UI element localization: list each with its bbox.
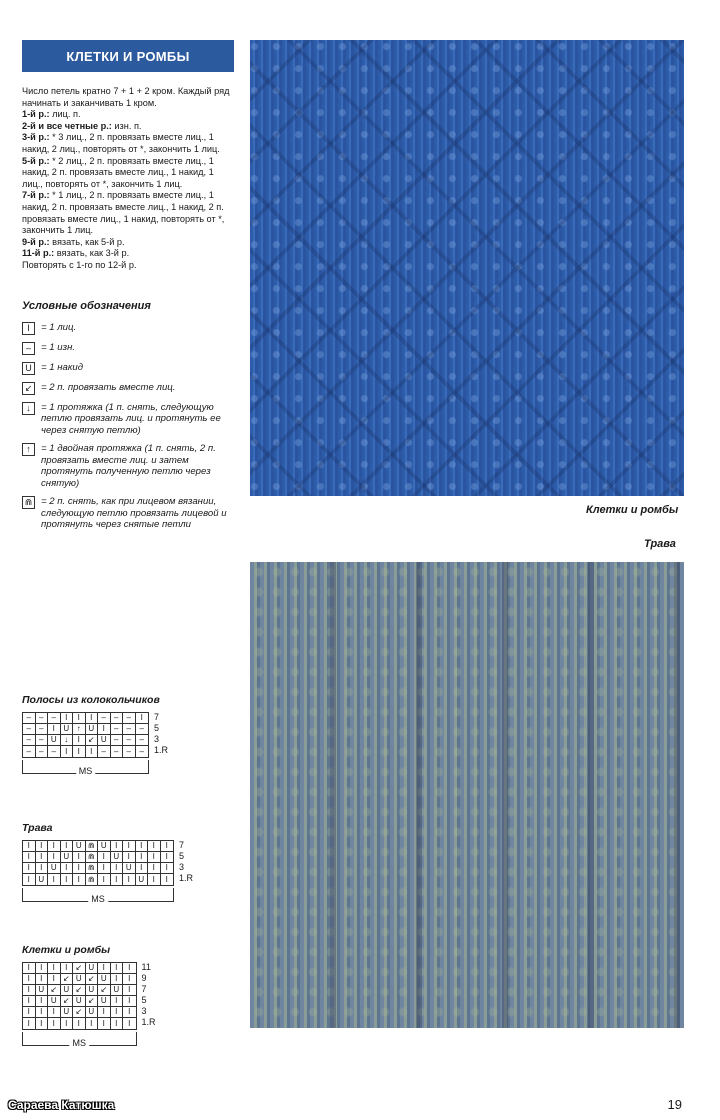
chart-cell: ↙ (73, 1007, 86, 1018)
chart-cell: ⋒ (86, 852, 99, 863)
chart-cell: I (86, 746, 99, 757)
symbol-icon: ↑ (22, 443, 35, 456)
chart-cell: I (48, 974, 61, 985)
instruction-text: Повторять с 1-го по 12-й р. (22, 259, 137, 270)
left-column (22, 40, 234, 538)
instruction-line (22, 248, 234, 260)
chart-cell: – (136, 724, 149, 735)
chart-cell: U (36, 874, 49, 885)
chart-cell: – (123, 746, 136, 757)
chart-cell: I (23, 863, 36, 874)
chart-cell: U (73, 974, 86, 985)
legend-text: = 2 п. провязать вместе лиц. (41, 381, 176, 393)
instruction-line (22, 156, 234, 191)
chart-cell: U (86, 724, 99, 735)
row-number: 3 (179, 862, 185, 872)
chart-cell: U (48, 863, 61, 874)
instruction-text: вязать, как 5-й р. (49, 236, 125, 247)
ms-label: MS (70, 1038, 90, 1048)
legend-item (22, 496, 234, 531)
chart-cell: – (48, 713, 61, 724)
chart-cell: U (86, 1007, 99, 1018)
chart-cell: – (98, 713, 111, 724)
chart-cell: I (61, 841, 74, 852)
legend-item (22, 443, 234, 489)
chart-cell: – (136, 735, 149, 746)
chart-cell: I (86, 1018, 99, 1029)
chart-cell: – (123, 735, 136, 746)
chart-title: Клетки и ромбы (22, 944, 111, 956)
chart-cell: U (136, 874, 149, 885)
chart-cell: ↙ (48, 985, 61, 996)
chart-cell: I (98, 963, 111, 974)
legend-item (22, 342, 234, 355)
chart-cell: I (128, 1018, 131, 1028)
row-label: 3-й р.: (22, 132, 50, 143)
row-number: 7 (179, 840, 185, 850)
row-number: 5 (141, 995, 147, 1005)
instruction-line (22, 86, 234, 109)
chart-cell: U (61, 852, 74, 863)
chart-cell: I (148, 841, 161, 852)
chart-cell: U (48, 735, 61, 746)
chart-cell: I (123, 874, 136, 885)
ms-bracket (22, 760, 149, 782)
chart-cell: I (111, 996, 124, 1007)
chart-cell: I (48, 841, 61, 852)
chart-cell: I (111, 841, 124, 852)
chart-cell: I (111, 1018, 124, 1029)
chart-cell: ⋒ (86, 863, 99, 874)
chart-cell: I (123, 996, 136, 1007)
chart-cell: I (61, 963, 74, 974)
chart-cell: I (165, 874, 168, 884)
instruction-text: вязать, как 3-й р. (54, 248, 130, 259)
chart-cell: I (98, 852, 111, 863)
chart-cell: I (61, 713, 74, 724)
chart-cell: I (73, 735, 86, 746)
chart-cell: – (23, 713, 36, 724)
chart-cell: I (36, 852, 49, 863)
legend-text: = 1 изн. (41, 341, 76, 353)
legend (22, 322, 234, 531)
chart-cell: I (123, 963, 136, 974)
chart-cell: ↑ (73, 724, 86, 735)
chart-cell: I (136, 841, 149, 852)
chart-cell: I (111, 1007, 124, 1018)
chart-cell: I (111, 874, 124, 885)
photo-grass (250, 562, 684, 1028)
chart-cell: I (73, 1018, 86, 1029)
row-number: 1.R (179, 873, 194, 883)
photo-checks-diamonds (250, 40, 684, 496)
instruction-line (22, 237, 234, 249)
chart-cell: ↙ (86, 974, 99, 985)
instruction-text: * 2 лиц., 2 п. провязать вместе лиц., 1 накид, 2 п. провязать вместе лиц., 1 накид, 1 лиц., повторять от *, закончить 1 лиц. (22, 155, 214, 189)
chart-cell: I (123, 974, 136, 985)
chart-cell: I (48, 874, 61, 885)
caption-photo2: Трава (644, 538, 676, 550)
legend-item (22, 402, 234, 437)
chart-cell: U (98, 735, 111, 746)
chart-cell: – (48, 746, 61, 757)
chart-cell: I (23, 874, 36, 885)
row-label: 7-й р.: (22, 190, 50, 201)
chart-cell: I (23, 974, 36, 985)
chart-grid (22, 840, 174, 886)
chart-cell: ↙ (61, 996, 74, 1007)
instruction-text: * 1 лиц., 2 п. провязать вместе лиц., 1 накид, 2 п. провязать вместе лиц., 1 накид, 2 п. провязать вместе лиц., 1 накид, повторять от *, закончить 1 лиц. (22, 190, 225, 236)
chart-bell-stripes (22, 694, 168, 782)
chart-cell: I (61, 746, 74, 757)
chart-cell: I (48, 1018, 61, 1029)
chart-cell: – (23, 724, 36, 735)
chart-cell: I (23, 1018, 36, 1029)
row-label: 1-й р.: (22, 109, 50, 120)
legend-text: = 2 п. снять, как при лицевом вязании, следующую петлю провязать лицевой и протянуть через снятые петли (41, 496, 227, 530)
chart-cell: – (123, 713, 136, 724)
chart-cell: I (123, 985, 136, 996)
chart-cell: I (23, 1007, 36, 1018)
chart-cell: I (98, 1007, 111, 1018)
chart-cell: – (36, 735, 49, 746)
chart-cell: U (86, 963, 99, 974)
instructions (22, 86, 234, 272)
chart-cell: ↙ (73, 985, 86, 996)
instruction-line (22, 260, 234, 272)
section-title: КЛЕТКИ И РОМБЫ (22, 40, 234, 72)
chart-cell: I (123, 841, 136, 852)
chart-cell: – (123, 724, 136, 735)
chart-cell: I (48, 852, 61, 863)
legend-item (22, 322, 234, 335)
chart-cell: I (23, 996, 36, 1007)
chart-cell: ⋒ (86, 841, 99, 852)
chart-cell: U (98, 996, 111, 1007)
chart-cell: – (111, 713, 124, 724)
instruction-line (22, 132, 234, 155)
ms-label: MS (88, 894, 108, 904)
chart-cell: ⋒ (86, 874, 99, 885)
row-number: 7 (154, 712, 160, 722)
chart-cell: I (161, 841, 174, 852)
chart-cell: I (73, 713, 86, 724)
row-label: 11-й р.: (22, 248, 55, 259)
chart-cell: I (161, 852, 174, 863)
symbol-icon: ↙ (22, 382, 35, 395)
instruction-line (22, 190, 234, 236)
chart-cell: I (23, 963, 36, 974)
chart-cell: I (36, 963, 49, 974)
chart-cell: I (61, 1018, 74, 1029)
symbol-icon: I (22, 322, 35, 335)
symbol-icon: ↓ (22, 402, 35, 415)
chart-cell: – (98, 746, 111, 757)
row-label: 2-й и все четные р.: (22, 120, 112, 131)
chart-cell: I (73, 874, 86, 885)
chart-cell: I (36, 863, 49, 874)
chart-cell: I (36, 974, 49, 985)
chart-cell: I (98, 863, 111, 874)
row-label: 9-й р.: (22, 236, 50, 247)
chart-cell: U (61, 1007, 74, 1018)
instruction-text: * 3 лиц., 2 п. провязать вместе лиц., 1 накид, 2 лиц., повторять от *, закончить 1 лиц. (22, 132, 220, 154)
chart-cell: I (136, 863, 149, 874)
watermark: Сараева Катюшка (8, 1098, 115, 1112)
instruction-line (22, 109, 234, 121)
chart-cell: I (98, 874, 111, 885)
chart-cell: I (48, 1007, 61, 1018)
page-number: 19 (667, 1097, 682, 1112)
chart-cell: I (148, 874, 161, 885)
chart-cell: I (73, 863, 86, 874)
chart-cell: U (98, 841, 111, 852)
chart-cell: – (139, 746, 144, 756)
caption-photo1: Клетки и ромбы (586, 504, 679, 516)
chart-cell: ↓ (61, 735, 74, 746)
chart-cell: U (36, 985, 49, 996)
symbol-icon: ⋒ (22, 496, 35, 509)
legend-item (22, 382, 234, 395)
chart-cell: I (123, 1007, 136, 1018)
chart-cell: I (111, 863, 124, 874)
ms-label: MS (76, 766, 96, 776)
instruction-text: лиц. п. (49, 109, 81, 120)
chart-cell: I (98, 724, 111, 735)
row-number: 1.R (141, 1017, 156, 1027)
chart-grass (22, 822, 193, 910)
chart-cell: U (86, 985, 99, 996)
chart-checks-diamonds (22, 944, 156, 1054)
chart-cell: I (36, 1018, 49, 1029)
chart-cell: I (123, 852, 136, 863)
chart-cell: U (48, 996, 61, 1007)
chart-cell: I (61, 874, 74, 885)
chart-cell: I (111, 974, 124, 985)
row-label: 5-й р.: (22, 155, 50, 166)
chart-cell: – (111, 735, 124, 746)
chart-cell: U (123, 863, 136, 874)
row-number: 5 (154, 723, 160, 733)
chart-grid (22, 712, 149, 758)
row-number: 3 (154, 734, 160, 744)
chart-cell: I (61, 863, 74, 874)
legend-text: = 1 двойная протяжка (1 п. снять, 2 п. провязать вместе лиц. и затем протянуть полученную петлю через снятую) (41, 443, 216, 489)
chart-cell: U (111, 985, 124, 996)
row-number: 3 (141, 1006, 147, 1016)
chart-cell: I (161, 863, 174, 874)
chart-cell: ↙ (86, 735, 99, 746)
legend-text: = 1 накид (41, 361, 84, 373)
chart-cell: I (48, 963, 61, 974)
chart-cell: U (98, 974, 111, 985)
legend-text: = 1 лиц. (41, 321, 77, 333)
chart-cell: I (48, 724, 61, 735)
chart-cell: ↙ (98, 985, 111, 996)
chart-cell: U (61, 724, 74, 735)
chart-cell: – (36, 724, 49, 735)
chart-cell: – (36, 746, 49, 757)
ms-bracket (22, 888, 174, 910)
legend-title: Условные обозначения (22, 299, 151, 312)
chart-cell: – (111, 746, 124, 757)
chart-cell: I (148, 852, 161, 863)
legend-item (22, 362, 234, 375)
chart-cell: ↙ (86, 996, 99, 1007)
chart-grid (22, 962, 137, 1030)
chart-cell: – (36, 713, 49, 724)
chart-title: Полосы из колокольчиков (22, 694, 160, 706)
legend-text: = 1 протяжка (1 п. снять, следующую петлю провязать лиц. и протянуть ее через снятую петлю) (41, 401, 221, 436)
chart-cell: – (111, 724, 124, 735)
chart-title: Трава (22, 822, 53, 834)
symbol-icon: U (22, 362, 35, 375)
chart-cell: U (61, 985, 74, 996)
chart-cell: I (148, 863, 161, 874)
chart-cell: I (73, 852, 86, 863)
instruction-text: Число петель кратно 7 + 1 + 2 кром. Каждый ряд начинать и заканчивать 1 кром. (22, 86, 230, 108)
chart-cell: I (36, 841, 49, 852)
row-number: 1.R (154, 745, 169, 755)
chart-cell: I (23, 985, 36, 996)
chart-cell: – (23, 746, 36, 757)
chart-cell: I (86, 713, 99, 724)
row-number: 11 (141, 962, 151, 972)
chart-cell: I (98, 1018, 111, 1029)
instruction-text: изн. п. (111, 120, 142, 131)
chart-cell: ↙ (61, 974, 74, 985)
chart-cell: I (36, 996, 49, 1007)
chart-cell: ↙ (73, 963, 86, 974)
row-number: 5 (179, 851, 185, 861)
row-number: 9 (141, 973, 147, 983)
chart-cell: U (111, 852, 124, 863)
chart-cell: I (36, 1007, 49, 1018)
symbol-icon: – (22, 342, 35, 355)
row-number: 7 (141, 984, 147, 994)
instruction-line (22, 121, 234, 133)
chart-cell: I (136, 852, 149, 863)
chart-cell: I (23, 852, 36, 863)
chart-cell: I (23, 841, 36, 852)
ms-bracket (22, 1032, 137, 1054)
chart-cell: I (111, 963, 124, 974)
chart-cell: – (23, 735, 36, 746)
chart-cell: U (73, 996, 86, 1007)
chart-cell: I (73, 746, 86, 757)
chart-cell: I (136, 713, 149, 724)
chart-cell: U (73, 841, 86, 852)
